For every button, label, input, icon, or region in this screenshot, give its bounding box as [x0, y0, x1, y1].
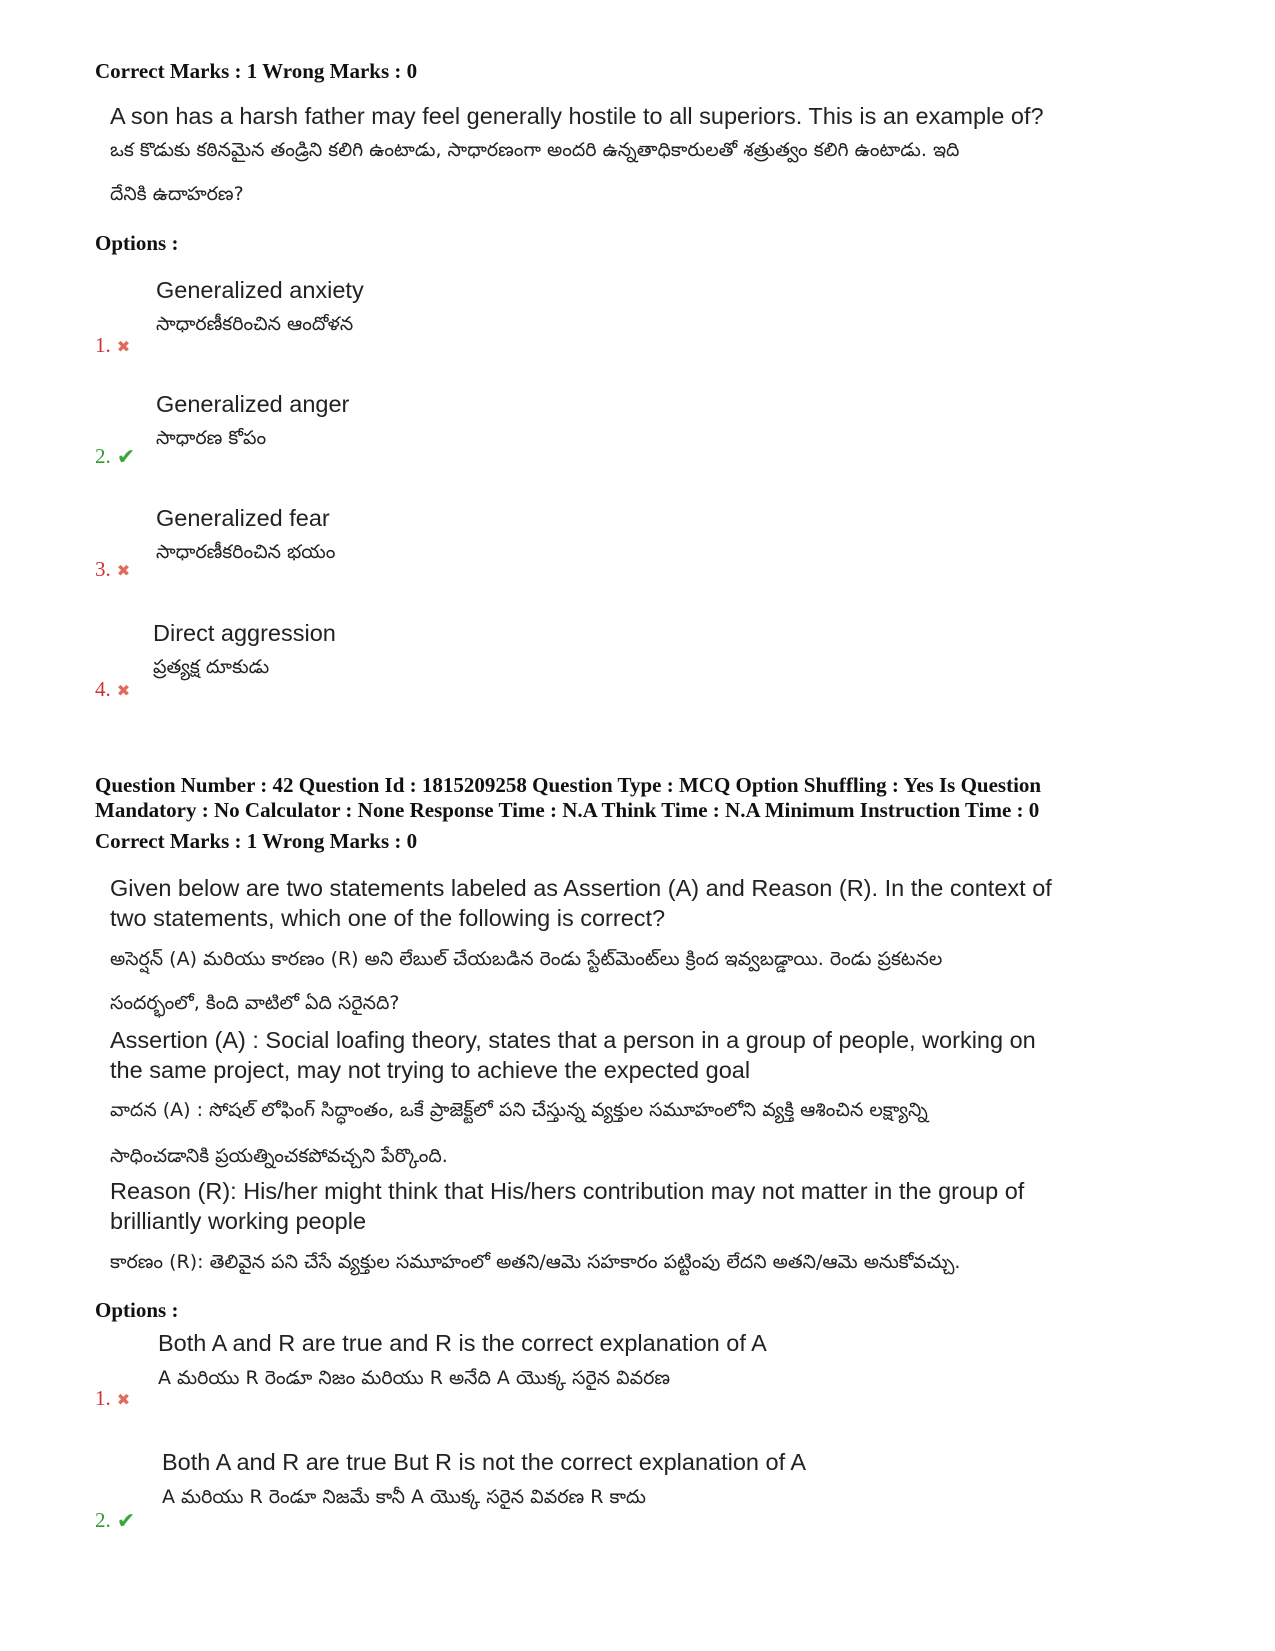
q42-header-line2: Mandatory : No Calculator : None Response Time : N.A Think Time : N.A Minimum Instruction Time : 0: [95, 798, 1040, 822]
q42-option-1-number: [95, 1386, 130, 1412]
q41-option-2-number: [95, 444, 135, 470]
q41-option-2-num-text: 2.: [95, 444, 111, 468]
check-mark-icon: ✔: [116, 1509, 136, 1535]
q42-reason-en-line1: Reason (R): His/her might think that His/hers contribution may not matter in the group of: [110, 1178, 1025, 1204]
cross-mark-icon: ✖: [116, 561, 131, 581]
q42-reason-te-line1: కారణం (R): తెలివైన పని చేసే వ్యక్తుల సమూహంలో అతని/ఆమె సహకారం పట్టింపు లేదని అతని/ఆమె అనుకోవచ్చు.: [110, 1251, 961, 1273]
q42-question-en-line1: Given below are two statements labeled as Assertion (A) and Reason (R). In the context of: [110, 875, 1052, 901]
q41-option-3-number: [95, 557, 130, 583]
q42-assertion-te-line2: సాధించడానికి ప్రయత్నించకపోవచ్చని పేర్కొంది.: [110, 1145, 448, 1167]
q41-option-1-number: [95, 333, 130, 359]
q42-options-label: Options :: [95, 1298, 179, 1322]
q42-header-line1: Question Number : 42 Question Id : 1815209258 Question Type : MCQ Option Shuffling : Yes Is Question: [95, 773, 1042, 797]
q41-option-2-te: సాధారణ కోపం: [156, 427, 267, 449]
q41-option-1-num-text: 1.: [95, 333, 111, 357]
q41-option-4-num-text: 4.: [95, 677, 111, 701]
q41-option-4-number: [95, 677, 130, 703]
cross-mark-icon: ✖: [116, 337, 131, 357]
q42-question-te-line2: సందర్భంలో, కింది వాటిలో ఏది సరైనది?: [110, 992, 400, 1014]
q42-option-2-number: [95, 1508, 135, 1534]
q41-option-1-te: సాధారణీకరించిన ఆందోళన: [156, 313, 354, 335]
q42-marks: Correct Marks : 1 Wrong Marks : 0: [95, 829, 418, 853]
q41-options-label: Options :: [95, 231, 179, 255]
q41-option-4-te: ప్రత్యక్ష దూకుడు: [153, 656, 270, 678]
q42-option-1-te: A మరియు R రెండూ నిజం మరియు R అనేది A యొక్క సరైన వివరణ: [158, 1367, 671, 1389]
q41-option-2-en: Generalized anger: [156, 391, 350, 417]
q42-question-te-line1: అసెర్షన్ (A) మరియు కారణం (R) అని లేబుల్ చేయబడిన రెండు స్టేట్‌మెంట్‌లు క్రింద ఇవ్వబడ్డాయి. రెండు ప్రకటనల: [110, 948, 943, 970]
q41-question-en: A son has a harsh father may feel generally hostile to all superiors. This is an example of?: [110, 103, 1044, 129]
q42-option-2-en: Both A and R are true But R is not the correct explanation of A: [162, 1449, 807, 1475]
q42-reason-en-line2: brilliantly working people: [110, 1208, 367, 1234]
q42-question-en-line2: two statements, which one of the following is correct?: [110, 905, 666, 931]
q41-option-3-num-text: 3.: [95, 557, 111, 581]
q42-option-1-en: Both A and R are true and R is the correct explanation of A: [158, 1330, 767, 1356]
q42-option-2-te: A మరియు R రెండూ నిజమే కానీ A యొక్క సరైన వివరణ R కాదు: [162, 1486, 646, 1508]
q41-option-3-en: Generalized fear: [156, 505, 330, 531]
q41-option-3-te: సాధారణీకరించిన భయం: [156, 541, 336, 563]
q42-assertion-en-line2: the same project, may not trying to achieve the expected goal: [110, 1057, 751, 1083]
q42-assertion-te-line1: వాదన (A) : సోషల్ లోఫింగ్ సిద్ధాంతం, ఒకే ప్రాజెక్ట్‌లో పని చేస్తున్న వ్యక్తుల సమూహంలోని వ్యక్తి ఆశించిన లక్ష్యాన్ని: [110, 1099, 928, 1121]
check-mark-icon: ✔: [116, 445, 136, 471]
q41-option-4-en: Direct aggression: [153, 620, 336, 646]
q42-option-1-num-text: 1.: [95, 1386, 111, 1410]
q41-marks: Correct Marks : 1 Wrong Marks : 0: [95, 59, 418, 83]
cross-mark-icon: ✖: [116, 681, 131, 701]
q42-option-2-num-text: 2.: [95, 1508, 111, 1532]
q41-question-te-line2: దేనికి ఉదాహరణ?: [110, 183, 244, 205]
q41-question-te-line1: ఒక కొడుకు కఠినమైన తండ్రిని కలిగి ఉంటాడు, సాధారణంగా అందరి ఉన్నతాధికారులతో శత్రుత్వం కలిగి ఉంటాడు. ఇది: [110, 139, 960, 161]
q42-assertion-en-line1: Assertion (A) : Social loafing theory, states that a person in a group of people, working on: [110, 1027, 1036, 1053]
q41-option-1-en: Generalized anxiety: [156, 277, 364, 303]
cross-mark-icon: ✖: [116, 1390, 131, 1410]
